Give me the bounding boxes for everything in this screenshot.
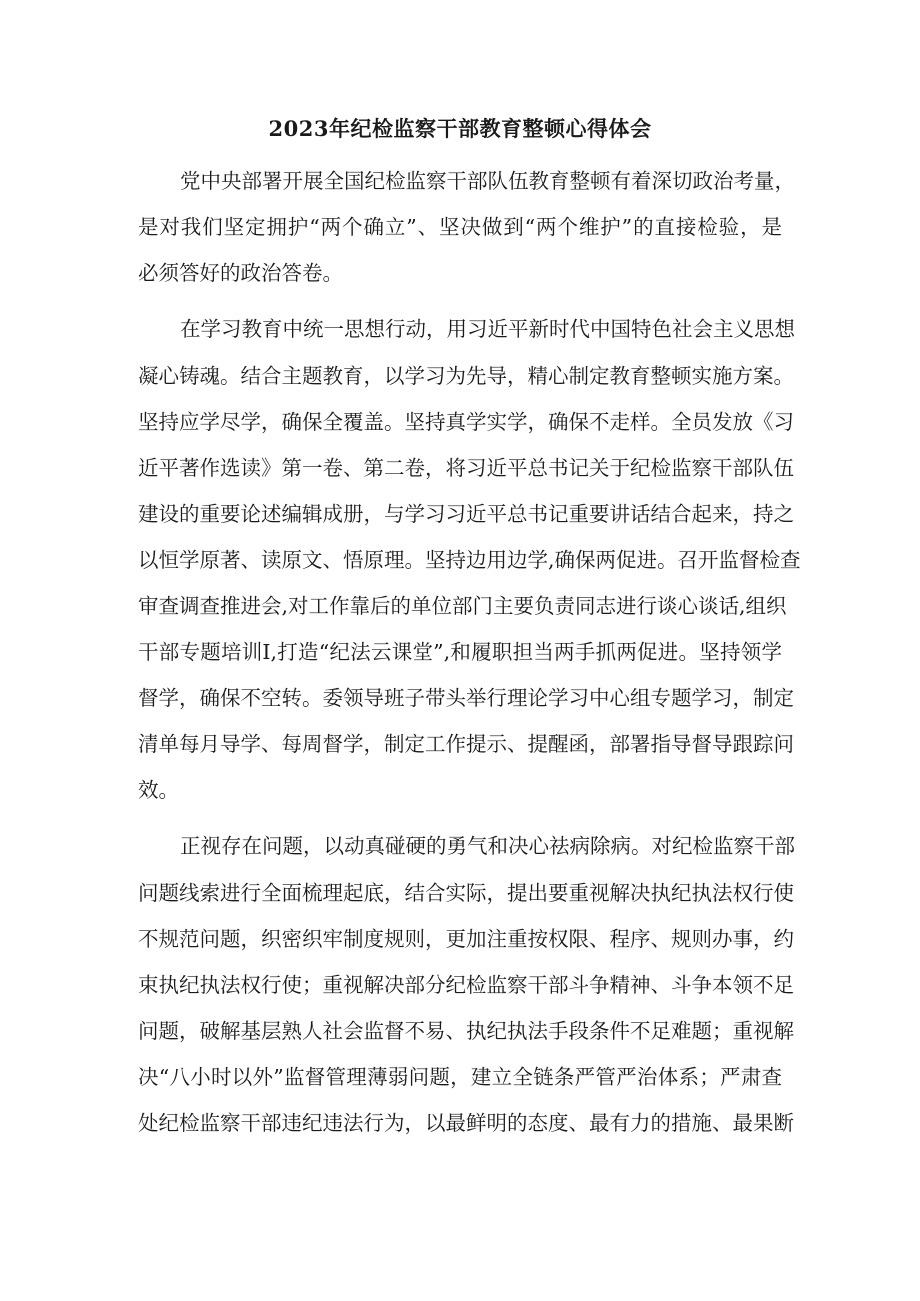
paragraph-line: 问题线索进行全面梳理起底，结合实际，提出要重视解决执纪执法权行使 — [138, 881, 794, 905]
paragraph-line: 近平著作选读》第一卷、第二卷，将习近平总书记关于纪检监察干部队伍 — [138, 456, 794, 480]
paragraph-line: 党中央部署开展全国纪检监察干部队伍教育整顿有着深切政治考量， — [180, 169, 795, 193]
document-title: 2023年纪检监察干部教育整顿心得体会 — [268, 116, 652, 141]
paragraph-line: 以恒学原著、读原文、悟原理。坚持边用边学,确保两促进。召开监督检查 — [138, 548, 801, 572]
paragraph-line: 凝心铸魂。结合主题教育，以学习为先导，精心制定教育整顿实施方案。 — [138, 364, 794, 388]
paragraph-line: 在学习教育中统一思想行动，用习近平新时代中国特色社会主义思想 — [180, 317, 795, 341]
paragraph-line: 是对我们坚定拥护“两个确立”、坚决做到“两个维护”的直接检验，是 — [138, 215, 782, 239]
paragraph-line: 建设的重要论述编辑成册，与学习习近平总书记重要讲话结合起来，持之 — [138, 502, 794, 526]
paragraph-line: 效。 — [138, 778, 179, 802]
paragraph-line: 问题，破解基层熟人社会监督不易、执纪执法手段条件不足难题；重视解 — [138, 1019, 794, 1043]
paragraph-line: 决“八小时以外”监督管理薄弱问题，建立全链条严管严治体系；严肃查 — [138, 1065, 782, 1089]
paragraph-line: 正视存在问题，以动真碰硬的勇气和决心祛病除病。对纪检监察干部 — [180, 834, 795, 858]
paragraph-line: 不规范问题，织密织牢制度规则，更加注重按权限、程序、规则办事，约 — [138, 927, 794, 951]
paragraph-line: 必须答好的政治答卷。 — [138, 261, 343, 285]
paragraph-line: 束执纪执法权行使；重视解决部分纪检监察干部斗争精神、斗争本领不足 — [138, 973, 794, 997]
paragraph-line: 坚持应学尽学，确保全覆盖。坚持真学实学，确保不走样。全员发放《习 — [138, 410, 794, 434]
paragraph-line: 清单每月导学、每周督学，制定工作提示、提醒函，部署指导督导跟踪问 — [138, 732, 794, 756]
paragraph-line: 干部专题培训I,打造“纪法云课堂”,和履职担当两手抓两促进。坚持领学 — [138, 640, 782, 664]
paragraph-line: 督学，确保不空转。委领导班子带头举行理论学习中心组专题学习，制定 — [138, 686, 794, 710]
paragraph-line: 审查调查推进会,对工作靠后的单位部门主要负责同志进行谈心谈话,组织 — [138, 594, 787, 618]
paragraph-line: 处纪检监察干部违纪违法行为，以最鲜明的态度、最有力的措施、最果断 — [138, 1111, 794, 1135]
